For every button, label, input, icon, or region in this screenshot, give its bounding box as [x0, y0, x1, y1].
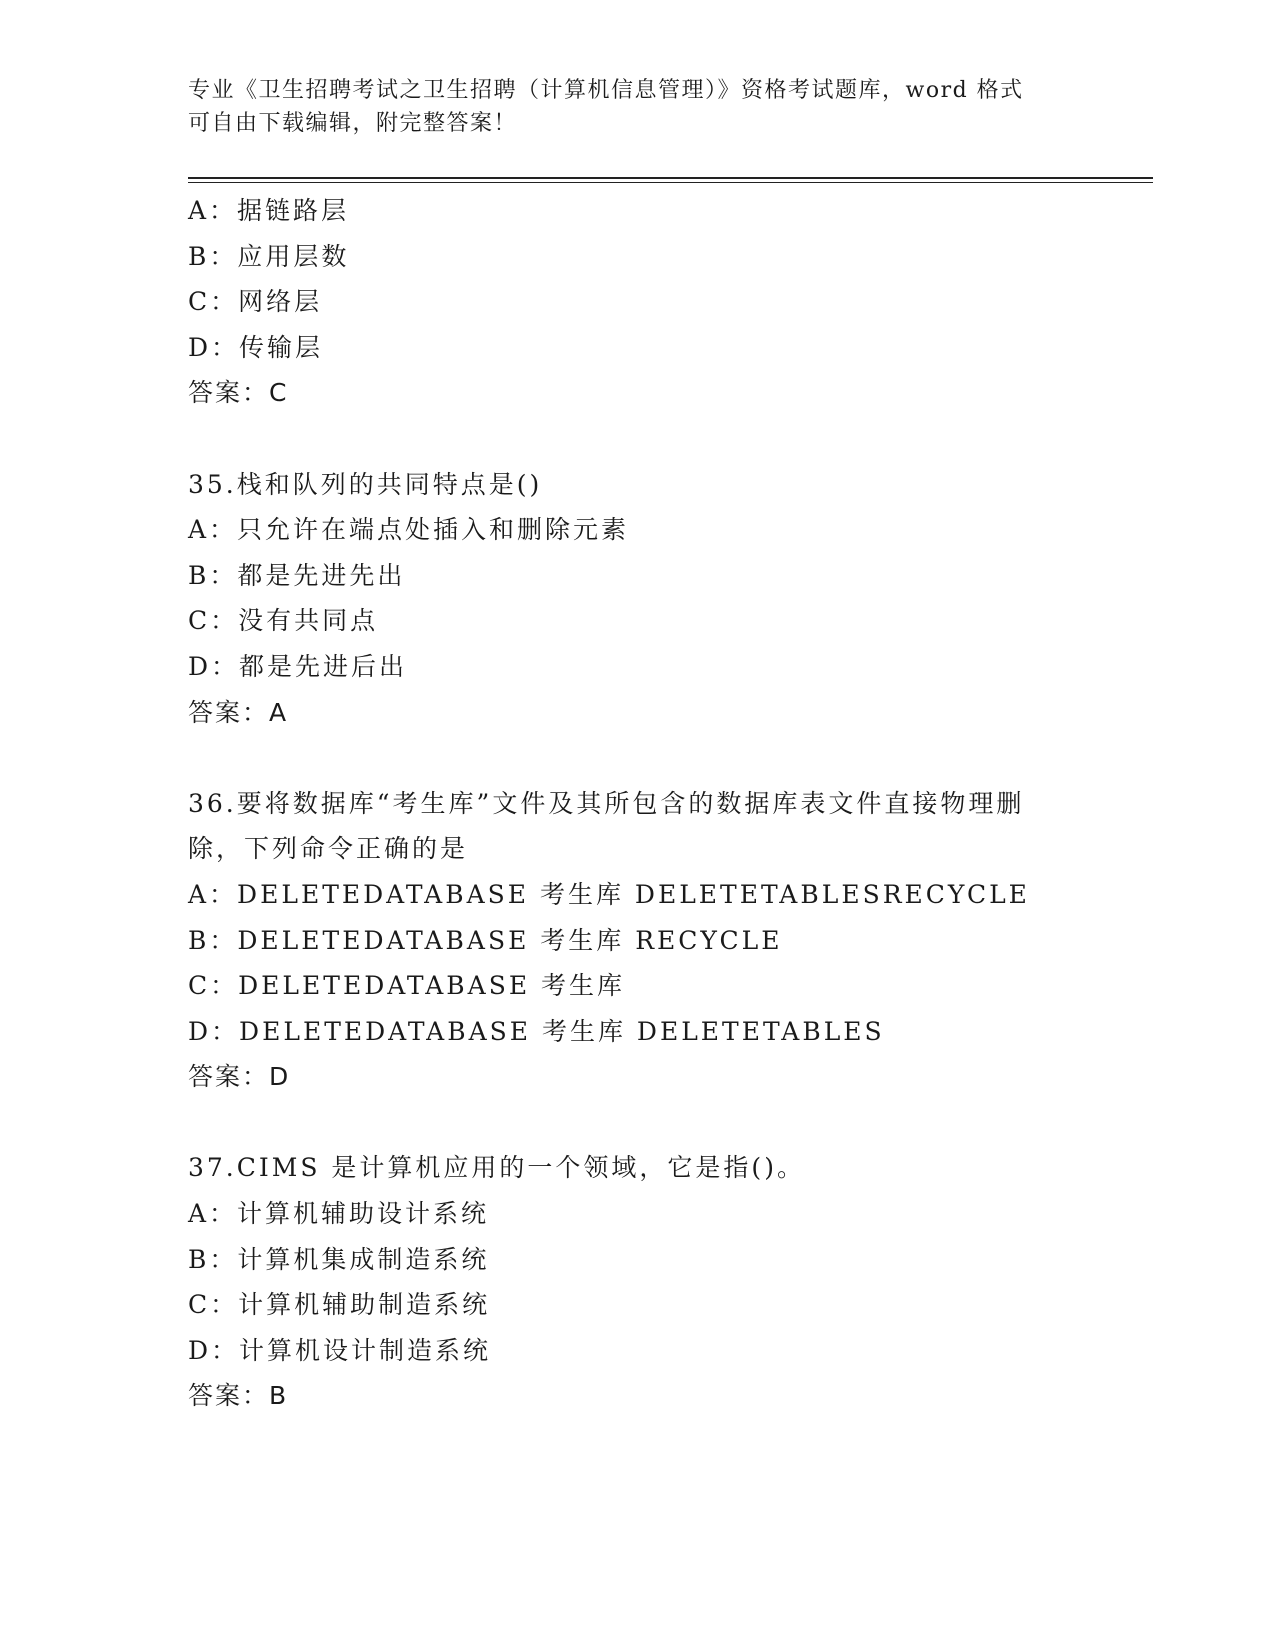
option-b: B：应用层数 [188, 241, 350, 271]
option-b: B：计算机集成制造系统 [188, 1244, 490, 1274]
question-stem-continued: 除，下列命令正确的是 [188, 834, 469, 864]
option-c: C：计算机辅助制造系统 [188, 1290, 491, 1320]
answer-line: 答案：B [188, 1381, 289, 1411]
spacer [188, 416, 1138, 462]
question-block-35 [188, 462, 1138, 736]
answer-line: 答案：A [188, 697, 289, 727]
option-b: B：都是先进先出 [188, 560, 406, 590]
option-d: D：都是先进后出 [188, 651, 408, 681]
option-b: B：DELETEDATABASE 考生库 RECYCLE [188, 925, 783, 955]
answer-line: 答案：D [188, 1062, 291, 1092]
question-stem: 35.栈和队列的共同特点是() [188, 469, 543, 499]
spacer [188, 1100, 1138, 1146]
option-c: C：没有共同点 [188, 606, 379, 636]
option-d: D：计算机设计制造系统 [188, 1335, 492, 1365]
question-block-36 [188, 781, 1138, 1100]
option-d: D：DELETEDATABASE 考生库 DELETETABLES [188, 1016, 885, 1046]
option-a: A：只允许在端点处插入和删除元素 [188, 515, 630, 545]
question-block-37 [188, 1145, 1138, 1419]
question-list [188, 188, 1138, 1419]
option-a: A：计算机辅助设计系统 [188, 1199, 490, 1229]
option-c: C：网络层 [188, 287, 323, 317]
header-divider [188, 177, 1153, 179]
option-a: A：据链路层 [188, 196, 350, 225]
answer-line: 答案：C [188, 378, 289, 408]
option-d: D：传输层 [188, 332, 324, 362]
spacer [188, 735, 1138, 781]
header-divider-thin [188, 182, 1153, 183]
document-header [188, 74, 1088, 140]
header-line-2: 可自由下载编辑，附完整答案！ [188, 111, 518, 136]
question-stem: 36.要将数据库“考生库”文件及其所包含的数据库表文件直接物理删 [188, 788, 1025, 818]
question-stem: 37.CIMS 是计算机应用的一个领域，它是指()。 [188, 1153, 805, 1183]
option-a: A：DELETEDATABASE 考生库 DELETETABLESRECYCLE [188, 879, 1030, 909]
question-block-prev [188, 188, 1138, 416]
header-line-1: 专业《卫生招聘考试之卫生招聘（计算机信息管理）》资格考试题库，word 格式 [188, 78, 1024, 103]
option-c: C：DELETEDATABASE 考生库 [188, 971, 626, 1001]
